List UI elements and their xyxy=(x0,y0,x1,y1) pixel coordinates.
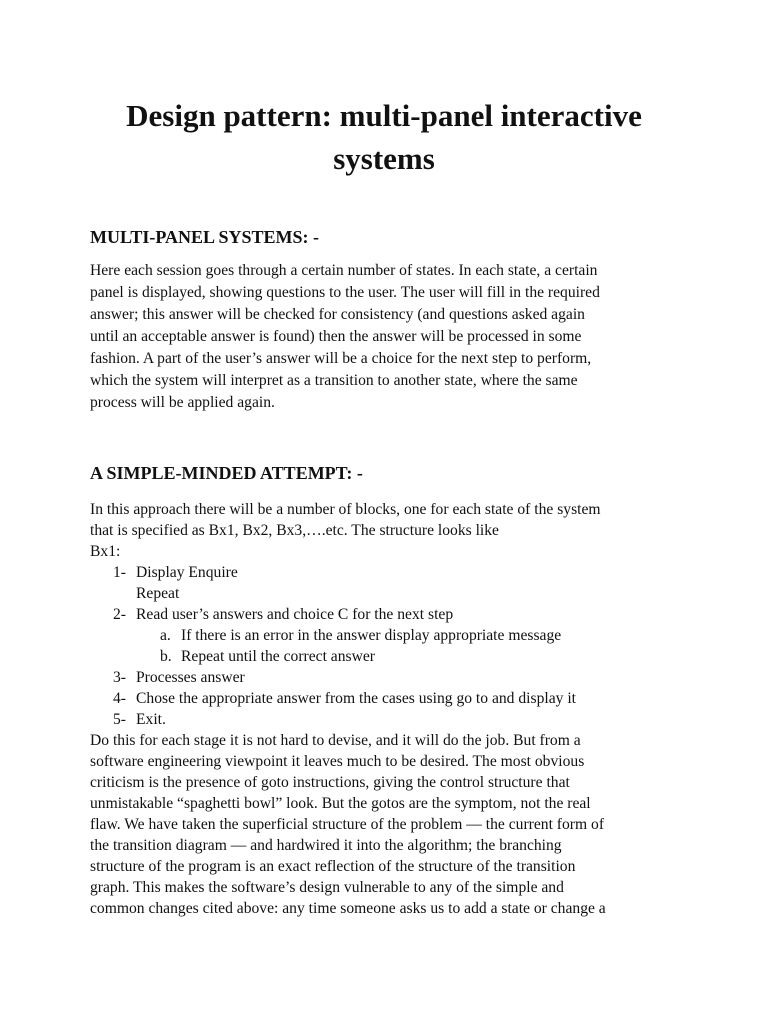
block-label: Bx1: xyxy=(90,543,121,560)
paragraph-line: software engineering viewpoint it leaves much to be desired. The most obvious xyxy=(90,753,585,770)
list-item-text: Repeat xyxy=(136,585,180,602)
paragraph-line: process will be applied again. xyxy=(90,394,275,411)
paragraph-line: criticism is the presence of goto instructions, giving the control structure that xyxy=(90,774,570,791)
list-item-text: Exit. xyxy=(136,711,166,728)
document-title xyxy=(0,94,768,180)
paragraph-line: common changes cited above: any time someone asks us to add a state or change a xyxy=(90,900,606,917)
sublist-item-letter: a. xyxy=(160,627,171,644)
paragraph-line: the transition diagram — and hardwired it into the algorithm; the branching xyxy=(90,837,562,854)
paragraph-line: unmistakable “spaghetti bowl” look. But the gotos are the symptom, not the real xyxy=(90,795,591,812)
list-item-text: Display Enquire xyxy=(136,564,238,581)
paragraph-line: In this approach there will be a number of blocks, one for each state of the system xyxy=(90,501,601,518)
list-item-number: 5- xyxy=(113,711,126,728)
paragraph-line: until an acceptable answer is found) then the answer will be processed in some xyxy=(90,328,582,345)
list-item-number: 3- xyxy=(113,669,126,686)
list-item-number: 4- xyxy=(113,690,126,707)
title-line-1: Design pattern: multi-panel interactive xyxy=(126,98,642,133)
sublist-item-text: If there is an error in the answer display appropriate message xyxy=(181,627,562,644)
paragraph-line: structure of the program is an exact reflection of the structure of the transition xyxy=(90,858,576,875)
sublist-item-letter: b. xyxy=(160,648,172,665)
list-item-number: 2- xyxy=(113,606,126,623)
paragraph-line: Do this for each stage it is not hard to devise, and it will do the job. But from a xyxy=(90,732,581,749)
section-heading-multi-panel: MULTI-PANEL SYSTEMS: - xyxy=(90,227,320,247)
paragraph-line: Here each session goes through a certain number of states. In each state, a certain xyxy=(90,262,598,279)
list-item-text: Processes answer xyxy=(136,669,245,686)
paragraph-line: fashion. A part of the user’s answer will be a choice for the next step to perform, xyxy=(90,350,592,367)
sublist-item-text: Repeat until the correct answer xyxy=(181,648,375,665)
list-item-text: Read user’s answers and choice C for the next step xyxy=(136,606,454,623)
title-line-2: systems xyxy=(333,141,435,176)
paragraph-line: flaw. We have taken the superficial structure of the problem — the current form of xyxy=(90,816,605,833)
paragraph-line: answer; this answer will be checked for consistency (and questions asked again xyxy=(90,306,585,323)
paragraph-line: graph. This makes the software’s design vulnerable to any of the simple and xyxy=(90,879,564,896)
paragraph-line: that is specified as Bx1, Bx2, Bx3,….etc. The structure looks like xyxy=(90,522,499,539)
list-item-number: 1- xyxy=(113,564,126,581)
paragraph-line: panel is displayed, showing questions to the user. The user will fill in the required xyxy=(90,284,600,301)
list-item-text: Chose the appropriate answer from the cases using go to and display it xyxy=(136,690,576,707)
section-heading-simple-minded: A SIMPLE-MINDED ATTEMPT: - xyxy=(90,463,363,483)
paragraph-line: which the system will interpret as a transition to another state, where the same xyxy=(90,372,578,389)
